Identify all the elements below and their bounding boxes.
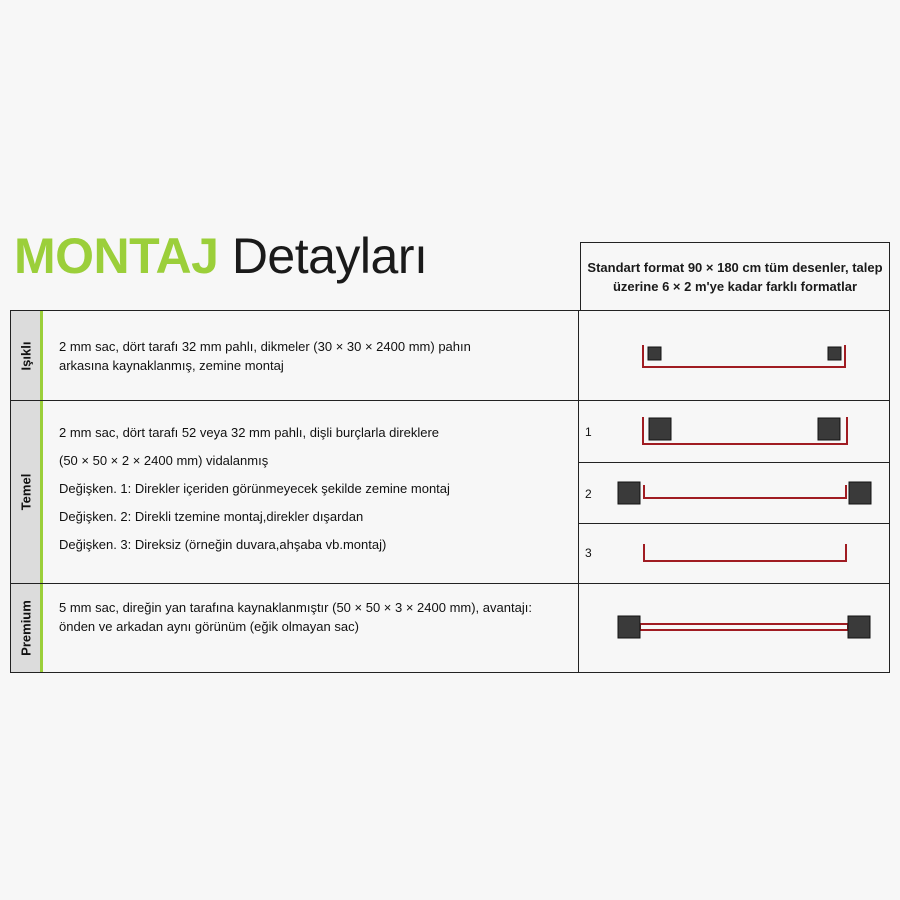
panel-outline [643, 417, 847, 444]
mount-diagram-variant-3 [579, 524, 889, 585]
row-description [59, 337, 579, 375]
desc-line: 2 mm sac, dört tarafı 32 mm pahlı, dikmeler (30 × 30 × 2400 mm) pahın [59, 339, 471, 354]
panel-outline [644, 544, 846, 561]
accent-stripe [40, 584, 43, 672]
variant-1 [579, 401, 889, 462]
variant-number: 1 [585, 425, 592, 439]
post-left [649, 418, 671, 440]
post-right [828, 347, 841, 360]
desc-line: önden ve arkadan aynı görünüm (eğik olmayan sac) [59, 619, 359, 634]
row-label-cell [11, 401, 41, 583]
panel-outline [640, 624, 848, 630]
panel-outline [643, 345, 845, 367]
format-header: Standart format 90 × 180 cm tüm desenler, talep üzerine 6 × 2 m'ye kadar farklı formatlar [580, 242, 890, 310]
row-label-cell [11, 584, 41, 672]
variant-3 [579, 523, 889, 584]
row-isikli [11, 311, 889, 400]
mounting-table [10, 310, 890, 673]
row-label: Işıklı [18, 341, 33, 370]
row-premium [11, 583, 889, 672]
post-right [818, 418, 840, 440]
variant-2 [579, 462, 889, 523]
row-description [59, 598, 579, 636]
mount-diagram-isikli [579, 311, 889, 400]
diagram-cell [578, 311, 889, 400]
mount-diagram-variant-2 [579, 463, 889, 524]
mount-diagram-variant-1 [579, 401, 889, 462]
row-label: Premium [18, 600, 33, 656]
diagram-cell [578, 584, 889, 672]
desc-line: Değişken. 2: Direkli tzemine montaj,direkler dışardan [59, 509, 364, 524]
diagram-cell [578, 401, 889, 583]
variant-number: 3 [585, 546, 592, 560]
desc-line: (50 × 50 × 2 × 2400 mm) vidalanmış [59, 453, 269, 468]
desc-line: 5 mm sac, direğin yan tarafına kaynaklanmıştır (50 × 50 × 3 × 2400 mm), avantajı: [59, 600, 532, 615]
row-description [59, 423, 579, 554]
title-rest: Detayları [231, 228, 428, 284]
accent-stripe [40, 311, 43, 400]
row-label: Temel [18, 473, 33, 511]
row-temel [11, 400, 889, 583]
post-left [618, 482, 640, 504]
post-left [618, 616, 640, 638]
panel-outline [644, 485, 846, 498]
page-title [14, 226, 427, 286]
desc-line: Değişken. 3: Direksiz (örneğin duvara,ahşaba vb.montaj) [59, 537, 387, 552]
mount-diagram-premium [579, 584, 889, 673]
variant-number: 2 [585, 487, 592, 501]
post-right [848, 616, 870, 638]
desc-line: Değişken. 1: Direkler içeriden görünmeyecek şekilde zemine montaj [59, 481, 450, 496]
row-label-cell [11, 311, 41, 400]
desc-line: arkasına kaynaklanmış, zemine montaj [59, 358, 284, 373]
accent-stripe [40, 401, 43, 583]
title-accent: MONTAJ [14, 228, 219, 284]
post-left [648, 347, 661, 360]
post-right [849, 482, 871, 504]
desc-line: 2 mm sac, dört tarafı 52 veya 32 mm pahlı, dişli burçlarla direklere [59, 425, 440, 440]
